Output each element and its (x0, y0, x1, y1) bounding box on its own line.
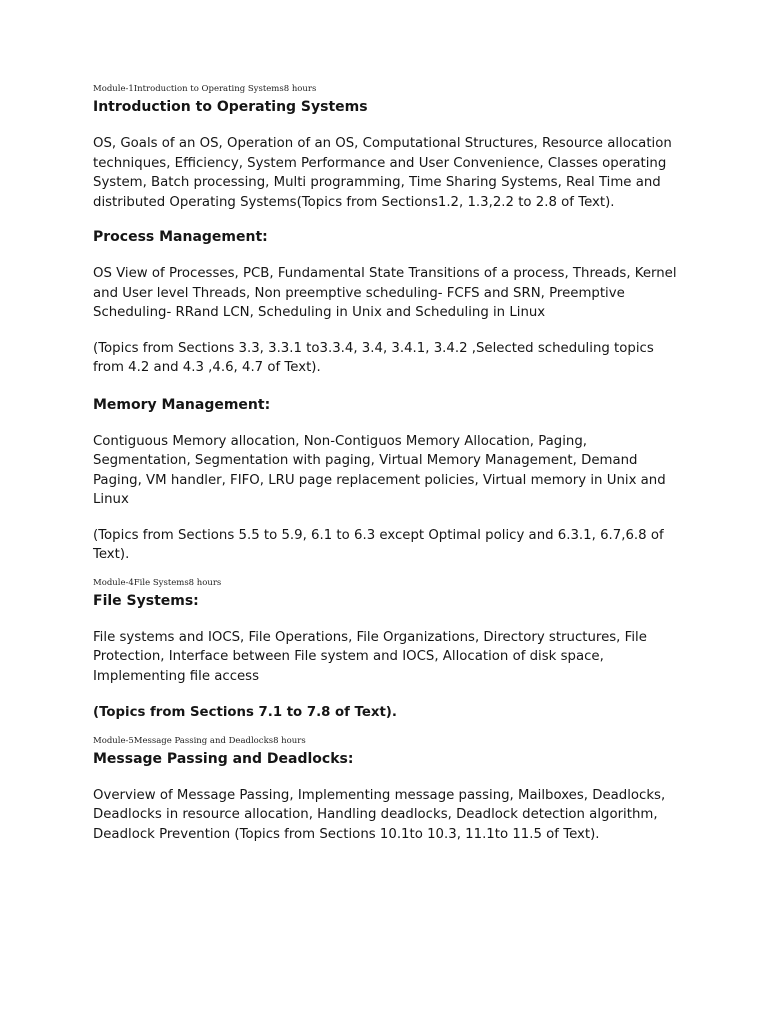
section-paragraph-bold: (Topics from Sections 7.1 to 7.8 of Text). (93, 705, 397, 720)
section-paragraph: (Topics from Sections 5.5 to 5.9, 6.1 to 6.3 except Optimal policy and 6.3.1, 6.7,6.8 of Text). (93, 527, 664, 562)
section-paragraph: Overview of Message Passing, Implementing message passing, Mailboxes, Deadlocks, Deadlocks in resource allocation, Handling deadlocks, Deadlock detection algorithm, Deadlock Prevention (Topics from Sections 10.1to 10.3, 11.1to 11.5 of Text). (93, 787, 666, 842)
module-label: Module-1Introduction to Operating Systems8 hours (93, 84, 317, 94)
module-label: Module-4File Systems8 hours (93, 577, 222, 588)
section-heading: Introduction to Operating Systems (93, 99, 368, 115)
section-paragraph: OS View of Processes, PCB, Fundamental State Transitions of a process, Threads, Kernel and User level Threads, Non preemptive scheduling- FCFS and SRN, Preemptive Scheduling- RRand LCN, Scheduling in Unix and Scheduling in Linux (93, 266, 677, 320)
section-paragraph: (Topics from Sections 3.3, 3.3.1 to3.3.4, 3.4, 3.4.1, 3.4.2 ,Selected scheduling topics from 4.2 and 4.3 ,4.6, 4.7 of Text). (93, 340, 654, 375)
section-heading: Process Management: (93, 229, 268, 245)
section-heading: Memory Management: (93, 396, 271, 413)
section-paragraph: File systems and IOCS, File Operations, File Organizations, Directory structures, File Protection, Interface between File system and IOCS, Allocation of disk space, Implementing file access (93, 629, 647, 684)
section-heading: Message Passing and Deadlocks: (93, 750, 354, 767)
module-label: Module-5Message Passing and Deadlocks8 hours (93, 735, 306, 746)
document-page (93, 84, 683, 844)
section-paragraph: Contiguous Memory allocation, Non-Contiguos Memory Allocation, Paging, Segmentation, Segmentation with paging, Virtual Memory Management, Demand Paging, VM handler, FIFO, LRU page replacement policies, Virtual memory in Unix and Linux (93, 433, 666, 507)
section-paragraph: OS, Goals of an OS, Operation of an OS, Computational Structures, Resource allocation techniques, Efficiency, System Performance and User Convenience, Classes operating System, Batch processing, Multi programming, Time Sharing Systems, Real Time and distributed Operating Systems(Topics from Sections1.2, 1.3,2.2 to 2.8 of Text). (93, 136, 672, 210)
section-heading: File Systems: (93, 592, 199, 609)
